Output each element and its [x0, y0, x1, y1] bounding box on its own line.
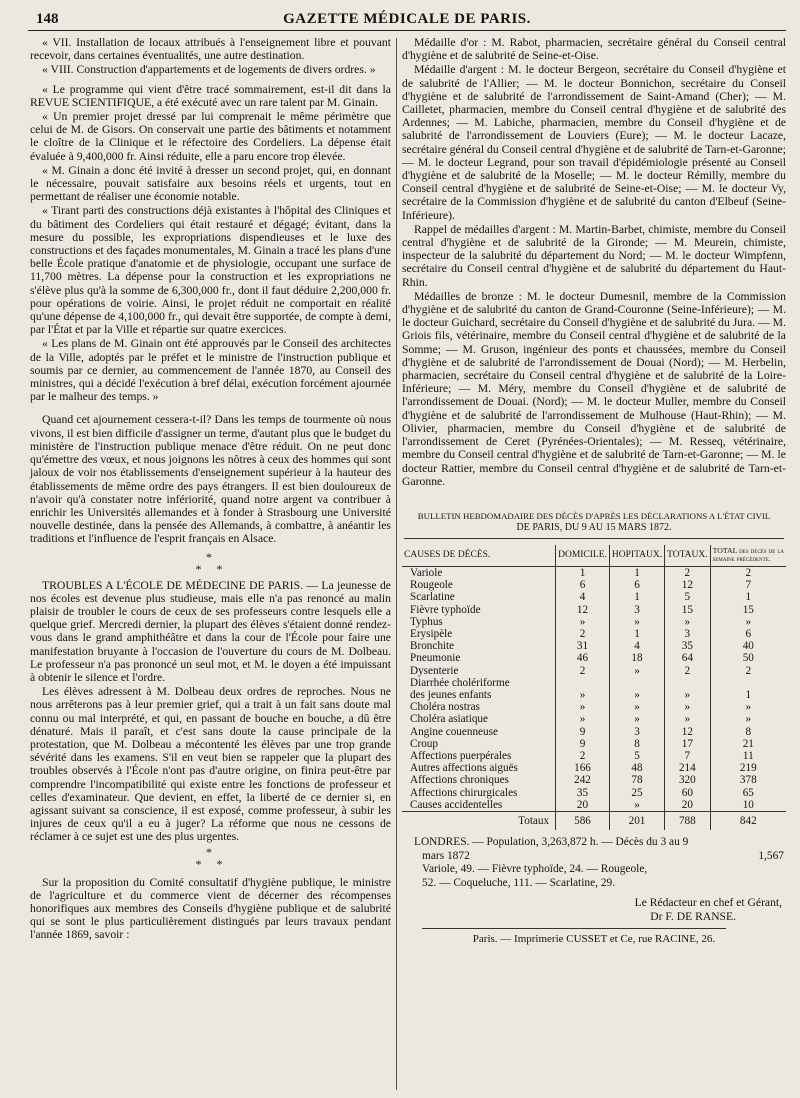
- left-paragraph: « Les plans de M. Ginain ont été approuvés par le Conseil des architectes de la Ville, adoptés par le préfet et le ministre de l'instruction publique et soumis par ce dernier, au commencement de l'année 1870, au Conseil des ministres, qui a décidé l'exécution à bref délai, exécution forcément ajournée par le malheur des temps. »: [30, 337, 391, 404]
- count-cell: »: [556, 713, 610, 725]
- count-cell: 48: [609, 762, 664, 774]
- cause-cell: Affections chirurgicales: [410, 786, 518, 799]
- count-cell: »: [556, 616, 610, 628]
- count-cell: 2: [556, 628, 610, 640]
- london-statistics: LONDRES. — Population, 3,263,872 h. — Décès du 3 au 9 mars 1872 1,567 Variole, 49. — Fièvre typhoïde, 24. — Rougeole, 52. — Coqueluche, 111. — Scarlatine, 29.: [414, 836, 784, 889]
- count-cell: 25: [609, 787, 664, 799]
- count-cell: »: [556, 689, 610, 701]
- right-column: [402, 36, 786, 946]
- cause-cell: Choléra asiatique: [410, 713, 488, 726]
- count-cell: »: [609, 616, 664, 628]
- count-cell: 12: [556, 604, 610, 616]
- count-cell: 15: [710, 604, 786, 616]
- count-cell: 18: [609, 652, 664, 664]
- table-row: [402, 566, 786, 579]
- table-row: [402, 604, 786, 616]
- count-cell: »: [556, 701, 610, 713]
- count-cell: 6: [609, 579, 664, 591]
- count-cell: 9: [556, 738, 610, 750]
- cause-cell: Choléra nostras: [410, 701, 480, 714]
- count-cell: 6: [556, 579, 610, 591]
- col-header: CAUSES DE DÉCÈS.: [402, 545, 556, 567]
- count-cell: »: [609, 799, 664, 812]
- table-total-row: [402, 811, 786, 830]
- count-cell: »: [665, 616, 711, 628]
- count-cell: 3: [609, 726, 664, 738]
- col-header: DOMICILE.: [556, 545, 610, 567]
- table-row: [402, 701, 786, 713]
- left-paragraph: Les élèves adressent à M. Dolbeau deux ordres de reproches. Nous ne nous arrêterons pas à leur premier grief, qui a trait à un fait sans doute mal connu ou mal interprété, et qui, en passant de bouche en bouche, a dû être dénaturé. Mais il paraît, et c'est sans doute la cause principale de la protestation, que M. Dolbeau a mécontenté les élèves par une trop grande sévérité dans les examens. S'il en veut bien se rappeler que la plupart des troubles observés à l'École n'ont pas d'autre origine, on finira peut-être par comprendre l'incompatibilité qui existe entre les fonctions de professeur et celles d'examinateur. Que devient, en effet, la liberté de ce dernier si, en agissant suivant sa conscience, il est exposé, comme professeur, à subir les injures de ceux qu'il a eu à juger? La réforme que nous ne cessons de réclamer à ce sujet est une des plus urgentes.: [30, 685, 391, 844]
- cause-cell: Fièvre typhoïde: [410, 603, 481, 616]
- page-number: 148: [36, 11, 59, 27]
- table-row: [402, 713, 786, 725]
- count-cell: 201: [609, 811, 664, 830]
- table-body: [402, 566, 786, 830]
- table-row: [402, 665, 786, 677]
- table-row: [402, 640, 786, 652]
- left-paragraph: « Tirant parti des constructions déjà existantes à l'hôpital des Cliniques et du bâtiment des Cordeliers qui était restauré et dégagé; évitant, dans la mesure du possible, les expropriations dispendieuses et le luxe des constructions et des façades monumentales, M. Ginain a tracé les plans d'une belle École pratique d'anatomie et de physiologie, occupant une surface de 11,700 mètres. La dépense pour la construction et les expropriations ne s'élève plus qu'à la somme de 6,300,000 fr., dont il faut déduire 2,200,000 fr. pour opérations de voirie. Ainsi, le projet réduit ne comportait en réalité qu'une dépense de 4,100,000 fr., qui devait être supportée, de compte à demi, par l'État et par la Ville et répartie sur quatre exercices.: [30, 204, 391, 337]
- page-header: [28, 8, 786, 31]
- count-cell: 2: [710, 665, 786, 677]
- count-cell: 20: [665, 799, 711, 812]
- count-cell: 60: [665, 787, 711, 799]
- cause-cell: Dysenterie: [410, 664, 459, 677]
- count-cell: 1: [710, 689, 786, 701]
- left-paragraph: « Un premier projet dressé par lui comprenait le même périmètre que celui de M. de Gisors. On conservait une partie des bâtiments et notamment le cloître de la Clinique et le réfectoire des Cordeliers. La dépense était évaluée à 9,400,000 fr. Ainsi réduite, elle a paru encore trop élevée.: [30, 110, 391, 163]
- count-cell: 2: [665, 566, 711, 579]
- count-cell: »: [665, 689, 711, 701]
- count-cell: 6: [710, 628, 786, 640]
- col-header: HOPITAUX.: [609, 545, 664, 567]
- count-cell: 2: [556, 665, 610, 677]
- section-separator-stars: * * *: [195, 549, 226, 576]
- cause-cell: Diarrhée cholériforme: [410, 676, 510, 689]
- count-cell: »: [609, 713, 664, 725]
- count-cell: »: [710, 701, 786, 713]
- count-cell: »: [710, 616, 786, 628]
- column-divider: [396, 38, 397, 1090]
- count-cell: 3: [665, 628, 711, 640]
- count-cell: 21: [710, 738, 786, 750]
- award-paragraph: Médaille d'argent : M. le docteur Bergeon, secrétaire du Conseil d'hygiène et de salubrité de l'Allier; — M. le docteur Bonnichon, secrétaire du Conseil d'hygiène et de salubrité de l'arrondissement de Saint-Amand (Cher); — M. Cailletet, pharmacien, membre du Conseil central d'hygiène et de salubrité des Ardennes; — M. Labiche, pharmacien, membre du Conseil d'hygiène et de salubrité de l'arrondissement de Louviers (Eure); — M. le docteur Lacaze, secrétaire général du Conseil central d'hygiène et de salubrité de Tarn-et-Garonne; — M. le docteur Legrand, pour son travail d'épidémiologie présenté au Conseil d'hygiène et de salubrité de la Moselle; — M. le docteur Rémilly, membre du Conseil central d'hygiène et de salubrité de Seine-et-Oise; — M. le docteur Vy, secrétaire de la Commission d'hygiène et de salubrité du canton d'Elbeuf (Seine-Inférieure).: [402, 63, 786, 222]
- count-cell: 9: [556, 726, 610, 738]
- cause-cell: Angine couenneuse: [410, 725, 498, 738]
- journal-title: GAZETTE MÉDICALE DE PARIS.: [283, 11, 531, 27]
- count-cell: 35: [556, 787, 610, 799]
- table-row: [402, 616, 786, 628]
- count-cell: 64: [665, 652, 711, 664]
- count-cell: »: [609, 665, 664, 677]
- count-cell: 20: [556, 799, 610, 812]
- count-cell: 11: [710, 750, 786, 762]
- count-cell: 378: [710, 774, 786, 786]
- count-cell: 3: [609, 604, 664, 616]
- left-paragraph: « M. Ginain a donc été invité à dresser un second projet, qui, en donnant le nécessaire, pouvait satisfaire aux besoins réels et urgents, tout en permettant de réaliser une économie notable.: [30, 163, 391, 204]
- count-cell: 166: [556, 762, 610, 774]
- left-column: [30, 36, 391, 942]
- count-cell: 5: [609, 750, 664, 762]
- count-cell: »: [609, 701, 664, 713]
- count-cell: 78: [609, 774, 664, 786]
- table-row: [402, 628, 786, 640]
- table-row: [402, 738, 786, 750]
- count-cell: 2: [710, 566, 786, 579]
- count-cell: 40: [710, 640, 786, 652]
- count-cell: 31: [556, 640, 610, 652]
- count-cell: 8: [609, 738, 664, 750]
- left-paragraph: Sur la proposition du Comité consultatif d'hygiène publique, le ministre de l'agriculture et du commerce vient de décerner des récompenses honorifiques aux membres des Conseils d'hygiène publique et de salubrité qui se sont le plus particulièrement distingués par leurs travaux pendant l'année 1869, savoir :: [30, 875, 391, 942]
- count-cell: 50: [710, 652, 786, 664]
- count-cell: 788: [665, 811, 711, 830]
- table-row: [402, 762, 786, 774]
- table-row: [402, 579, 786, 591]
- count-cell: »: [665, 713, 711, 725]
- award-paragraph: Médaille d'or : M. Rabot, pharmacien, secrétaire général du Conseil central d'hygiène et de salubrité de Seine-et-Oise.: [402, 36, 786, 63]
- table-row: [402, 787, 786, 799]
- count-cell: 4: [609, 640, 664, 652]
- count-cell: »: [609, 689, 664, 701]
- count-cell: 2: [665, 665, 711, 677]
- cause-cell: Affections chroniques: [410, 774, 509, 787]
- award-paragraph: Médailles de bronze : M. le docteur Dumesnil, membre de la Commission d'hygiène et de salubrité du canton de Grand-Couronne (Seine-Inférieure); — M. le docteur Guichard, secrétaire du Conseil d'hygiène et de salubrité du Jura. — M. Griois fils, vétérinaire, membre du Conseil central d'hygiène et de salubrité de la Somme; — M. Gruson, ingénieur des ponts et chaussées, membre du Conseil d'hygiène et de salubrité de l'arrondissement de Douai (Nord); — M. Herbelin, pharmacien, secrétaire du Conseil central d'hygiène et de salubrité de la Loire-Inférieure; — M. Méry, membre du Conseil d'hygiène et de salubrité de l'arrondissement de Douai. (Nord); — M. le docteur Muller, membre du Conseil d'hygiène et de salubrité de l'arrondissement de Mulhouse (Haut-Rhin); — M. Olivier, pharmacien, membre du Conseil d'hygiène et de salubrité de l'arrondissement de Ceret (Pyrénées-Orientales); — M. Resseq, vétérinaire, membre du Conseil central d'hygiène et de salubrité de Tarn-et-Garonne; — M. le docteur Rattier, membre du Conseil central d'hygiène et de salubrité de Tarn-et-Garonne.: [402, 289, 786, 488]
- count-cell: »: [710, 713, 786, 725]
- count-cell: [609, 677, 664, 689]
- count-cell: 1: [556, 566, 610, 579]
- left-paragraph: « VIII. Construction d'appartements et de logements de divers ordres. »: [42, 63, 376, 77]
- cause-cell: Totaux: [402, 811, 556, 830]
- count-cell: 842: [710, 811, 786, 830]
- count-cell: 7: [710, 579, 786, 591]
- count-cell: [556, 677, 610, 689]
- left-paragraph: Quand cet ajournement cessera-t-il? Dans les temps de tourmente où nous vivons, il est bien difficile d'assigner un terme, d'autant plus que le budget du ministère de l'instruction publique menace d'être réduit. On ne peut donc qu'émettre des vœux, et nous joignons les nôtres à ceux des hommes qui sont jaloux de voir nos établissements d'enseignement supérieur à la hauteur des établissements de même ordre des pays étrangers. Il est bien douloureux de n'avoir qu'à constater notre infériorité, quand notre argent va contribuer à enrichir les Universités allemandes et à fonder à Strasbourg une Université nouvelle destinée, dans la pensée des Allemands, à combattre, à anéantir les traditions et l'influence de l'esprit français en Alsace.: [30, 413, 391, 546]
- cause-cell: Bronchite: [410, 640, 455, 653]
- count-cell: 15: [665, 604, 711, 616]
- count-cell: 5: [665, 591, 711, 603]
- cause-cell: Causes accidentelles: [410, 798, 503, 811]
- editor-name: Dr F. DE RANSE.: [650, 910, 736, 924]
- cause-cell: Scarlatine: [410, 591, 455, 604]
- count-cell: 242: [556, 774, 610, 786]
- count-cell: 12: [665, 579, 711, 591]
- table-row: [402, 799, 786, 812]
- table-row: [402, 726, 786, 738]
- signature-block: [402, 896, 786, 946]
- count-cell: 1: [609, 591, 664, 603]
- count-cell: [665, 677, 711, 689]
- award-paragraph: Rappel de médailles d'argent : M. Martin-Barbet, chimiste, membre du Conseil central d'hygiène et de salubrité de la Gironde; — M. Meurein, chimiste, inspecteur de la salubrité du département du Nord; — M. le docteur Wimpfenn, secrétaire du Conseil central d'hygiène et de salubrité du département du Haut-Rhin.: [402, 222, 786, 289]
- left-paragraph: « Le programme qui vient d'être tracé sommairement, est-il dit dans la REVUE SCIENTIFIQUE, a été exécuté avec un rare talent par M. Ginain.: [30, 82, 391, 109]
- printer-line: Paris. — Imprimerie CUSSET et Ce, rue RACINE, 26.: [472, 933, 716, 946]
- table-row: [402, 677, 786, 689]
- count-cell: »: [665, 701, 711, 713]
- left-paragraph: TROUBLES A L'ÉCOLE DE MÉDECINE DE PARIS. — La jeunesse de nos écoles est devenue plus studieuse, mais elle n'a pas renoncé au malin plaisir de troubler le cours de ceux de ses professeurs contre lesquels elle a quelque grief. Mercredi dernier, la plupart des élèves s'étaient donné rendez-vous dans le grand amphithéâtre et dans la cour de l'École pour faire une manifestation bruyante à l'occasion de l'ouverture du cours de M. Dolbeau. Le professeur n'a pas prononcé un seul mot, et M. le doyen a été impuissant à obtenir le silence et l'ordre.: [30, 578, 391, 684]
- count-cell: 2: [556, 750, 610, 762]
- table-rule: [404, 538, 784, 539]
- count-cell: 7: [665, 750, 711, 762]
- count-cell: 219: [710, 762, 786, 774]
- count-cell: 8: [710, 726, 786, 738]
- count-cell: 320: [665, 774, 711, 786]
- table-row: [402, 689, 786, 701]
- cause-cell: des jeunes enfants: [410, 688, 492, 701]
- left-paragraph: « VII. Installation de locaux attribués à l'enseignement libre et pouvant recevoir, dans certaines éventualités, une autre destination.: [30, 36, 391, 63]
- count-cell: 10: [710, 799, 786, 812]
- table-row: [402, 774, 786, 786]
- count-cell: 12: [665, 726, 711, 738]
- cause-cell: Erysipèle: [410, 627, 453, 640]
- cause-cell: Variole: [410, 566, 443, 579]
- table-row: [402, 652, 786, 664]
- count-cell: [710, 677, 786, 689]
- cause-cell: Affections puerpérales: [410, 749, 512, 762]
- cause-cell: Typhus: [410, 615, 443, 628]
- editor-role: Le Rédacteur en chef et Gérant,: [634, 896, 782, 910]
- section-separator-stars: * * *: [195, 844, 226, 871]
- count-cell: 1: [609, 566, 664, 579]
- count-cell: 46: [556, 652, 610, 664]
- cause-cell: Autres affections aiguës: [410, 762, 518, 775]
- col-header: TOTAUX.: [665, 545, 711, 567]
- count-cell: 65: [710, 787, 786, 799]
- table-row: [402, 750, 786, 762]
- cause-cell: Pneumonie: [410, 652, 461, 665]
- count-cell: 214: [665, 762, 711, 774]
- count-cell: 1: [710, 591, 786, 603]
- col-header: TOTAL des décès de la semaine précédente.: [710, 545, 786, 567]
- cause-cell: Croup: [410, 737, 438, 750]
- cause-cell: Rougeole: [410, 579, 453, 592]
- count-cell: 1: [609, 628, 664, 640]
- death-statistics-table: [402, 545, 786, 830]
- death-bulletin-heading: BULLETIN HEBDOMADAIRE DES DÉCÈS D'APRÈS LES DÉCLARATIONS A L'ÉTAT CIVIL DE PARIS, DU 9 AU 15 MARS 1872.: [417, 510, 771, 533]
- table-row: [402, 591, 786, 603]
- count-cell: 17: [665, 738, 711, 750]
- count-cell: 586: [556, 811, 610, 830]
- count-cell: 4: [556, 591, 610, 603]
- count-cell: 35: [665, 640, 711, 652]
